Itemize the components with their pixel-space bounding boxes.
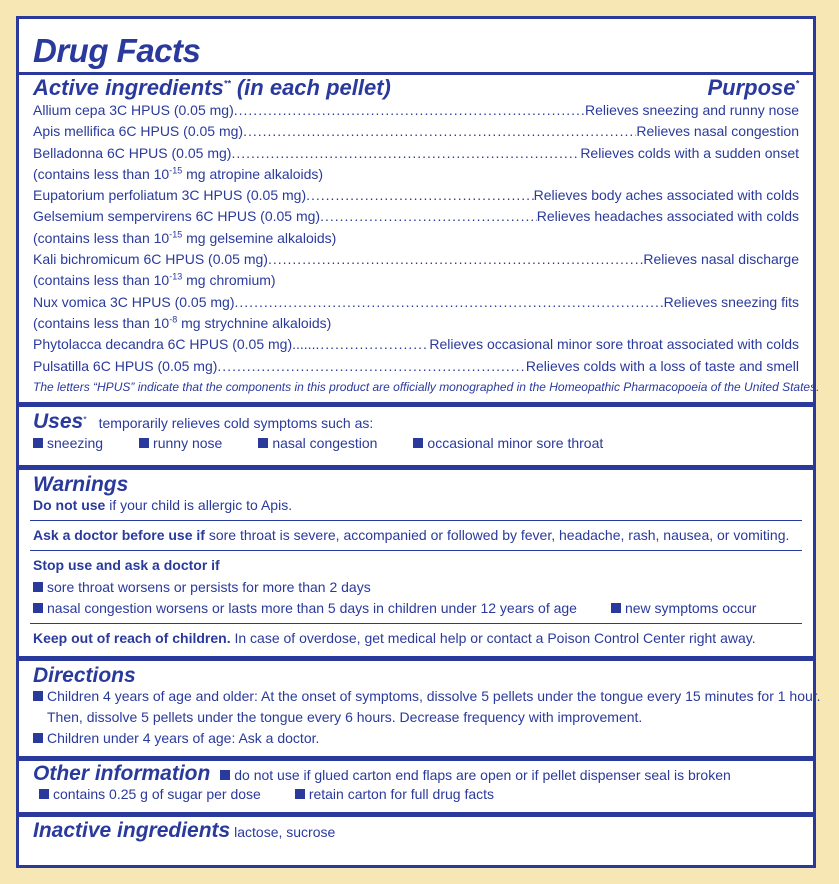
- ask-doctor-line: Ask a doctor before use if sore throat is severe, accompanied or followed by fever, headache, rash, nausea, or vomiting.: [33, 527, 790, 544]
- uses-intro: temporarily relieves cold symptoms such as:: [98, 414, 374, 431]
- bullet-icon: [33, 691, 43, 701]
- ingredient-note: (contains less than $10^{-8}$ mg strychnine alkaloids): [33, 314, 332, 331]
- bullet-icon: [220, 770, 230, 780]
- stop-use-heading: Stop use and ask a doctor if: [33, 557, 220, 574]
- inactive-ingredients-section: [33, 817, 799, 847]
- warnings-title: Warnings: [33, 472, 129, 496]
- active-ingredients-list: [33, 100, 820, 398]
- directions-title: Directions: [33, 663, 136, 687]
- list-item: contains 0.25 g of sugar per dose: [53, 785, 261, 802]
- ingredient-row: Eupatorium perfoliatum 3C HPUS (0.05 mg) ..... Relieves body aches associated with colds: [33, 185, 799, 206]
- bullet-icon: [413, 438, 423, 448]
- list-item: runny nose: [153, 434, 223, 451]
- other-information-title: Other information: [33, 761, 211, 785]
- keep-out-line: Keep out of reach of children. In case of overdose, get medical help or contact a Poison Control Center right away.: [33, 630, 756, 647]
- section-divider: [19, 756, 813, 761]
- other-information-section: [33, 762, 799, 812]
- list-item: sore throat worsens or persists for more than 2 days: [33, 577, 799, 598]
- section-divider: [19, 656, 813, 661]
- ingredient-row: Apis mellifica 6C HPUS (0.05 mg) ..... Relieves nasal congestion: [33, 121, 799, 142]
- uses-section: Uses* temporarily relieves cold symptoms such as: sneezing runny nose nasal congestion occasional minor sore throat: [33, 407, 799, 465]
- bullet-icon: [33, 733, 43, 743]
- ingredient-note: (contains less than $10^{-15}$ mg gelsemine alkaloids): [33, 229, 337, 246]
- ingredient-row: Pulsatilla 6C HPUS (0.05 mg) ..... Relieves colds with a loss of taste and smell: [33, 356, 799, 377]
- bullet-icon: [33, 603, 43, 613]
- ingredient-note: (contains less than $10^{-13}$ mg chromium): [33, 271, 276, 289]
- ingredient-row: Phytolacca decandra 6C HPUS (0.05 mg) ...... ..... Relieves occasional minor sore throat associated with colds: [33, 334, 799, 355]
- inactive-ingredients-text: lactose, sucrose: [234, 823, 336, 840]
- bullet-icon: [33, 438, 43, 448]
- drug-facts-panel: [16, 16, 821, 868]
- list-item: Children under 4 years of age: Ask a doctor.: [33, 728, 799, 749]
- hpus-footnote: The letters “HPUS” indicate that the components in this product are officially monographed in the Homeopathic Pharmacopoeia of the United States.: [33, 379, 820, 394]
- ingredient-note: (contains less than $10^{-15}$ mg atropine alkaloids): [33, 165, 324, 182]
- ingredient-row: Kali bichromicum 6C HPUS (0.05 mg) ..... Relieves nasal discharge: [33, 249, 799, 270]
- list-item: sneezing: [47, 434, 104, 451]
- section-divider: [19, 465, 813, 470]
- directions-section: [33, 663, 821, 756]
- divider: [30, 550, 802, 551]
- purpose-heading: Purpose: [707, 75, 796, 100]
- list-item: do not use if glued carton end flaps are open or if pellet dispenser seal is broken: [234, 766, 731, 783]
- drug-facts-title: Drug Facts: [33, 32, 201, 69]
- list-item-continuation: Then, dissolve 5 pellets under the tongue every 6 hours. Decrease frequency with improvement.: [47, 708, 643, 725]
- uses-list: [33, 433, 799, 454]
- ingredient-row: Gelsemium sempervirens 6C HPUS (0.05 mg) ..... Relieves headaches associated with colds: [33, 206, 799, 227]
- warnings-section: [33, 473, 799, 650]
- uses-title: Uses: [33, 409, 84, 433]
- bullet-icon: [258, 438, 268, 448]
- list-item: nasal congestion worsens or lasts more than 5 days in children under 12 years of age new symptoms occur: [33, 598, 799, 619]
- bullet-icon: [39, 789, 49, 799]
- bullet-icon: [611, 603, 621, 613]
- active-ingredients-heading: Active ingredients: [33, 75, 224, 100]
- list-item: retain carton for full drug facts: [308, 785, 495, 802]
- ingredient-row: Belladonna 6C HPUS (0.05 mg) ..... Relieves colds with a sudden onset: [33, 143, 799, 164]
- do-not-use-line: Do not use if your child is allergic to Apis.: [33, 496, 293, 513]
- bullet-icon: [33, 582, 43, 592]
- bullet-icon: [139, 438, 149, 448]
- ingredient-row: Nux vomica 3C HPUS (0.05 mg) ..... Relieves sneezing fits: [33, 292, 799, 313]
- divider: [30, 520, 802, 521]
- inactive-ingredients-title: Inactive ingredients: [33, 818, 231, 842]
- active-ingredients-header: Active ingredients** (in each pellet) Purpose*: [33, 75, 799, 100]
- list-item: occasional minor sore throat: [427, 434, 604, 451]
- ingredient-row: Allium cepa 3C HPUS (0.05 mg) ..... Relieves sneezing and runny nose: [33, 100, 799, 121]
- bullet-icon: [295, 789, 305, 799]
- divider: [30, 623, 802, 624]
- list-item: Children 4 years of age and older: At the onset of symptoms, dissolve 5 pellets under the tongue every 15 minutes for 1 hour.: [33, 686, 799, 707]
- list-item: nasal congestion: [272, 434, 378, 451]
